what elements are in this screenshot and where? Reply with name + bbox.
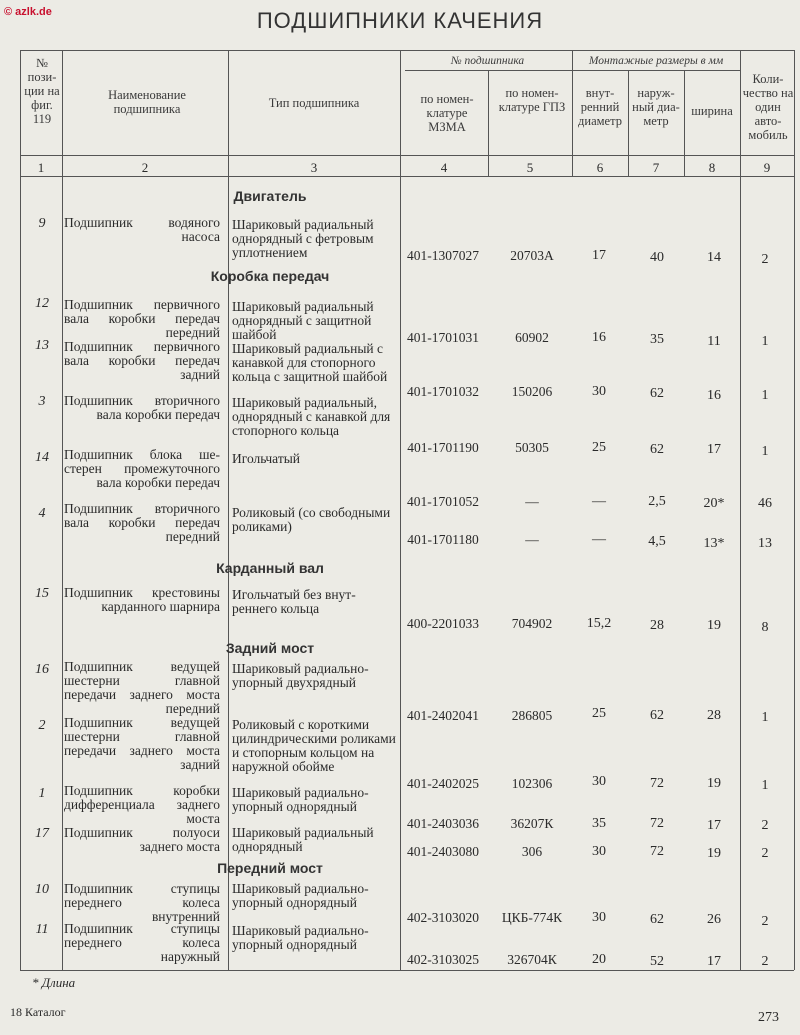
watermark: © azlk.de: [4, 6, 52, 18]
row-mzma: 401-1701031: [407, 330, 479, 345]
header-bottom-border: [20, 155, 794, 156]
row-gpz: 306: [521, 844, 543, 859]
row-name: Подшипник вторичного вала коробки передач: [64, 393, 220, 422]
row-inner-d: 20: [592, 952, 606, 967]
row-name: Подшипник коробки дифференциала заднего моста: [64, 783, 220, 826]
row-gpz: 102306: [511, 776, 553, 791]
row-qty: 1: [761, 444, 769, 459]
row-inner-d: 30: [592, 910, 606, 925]
table-bottom-border: [20, 970, 794, 971]
column-number: 9: [763, 160, 771, 175]
row-type: Шариковый радиальный, однорядный с канавкой для стопорного кольца: [232, 395, 391, 438]
col-line-8: [740, 50, 741, 970]
header-type: Тип подшипника: [268, 96, 360, 110]
row-width: 19: [707, 846, 721, 861]
row-type: Роликовый с короткими цилиндрическими роликами и стопорным кольцом на наружной обойме: [232, 717, 396, 774]
column-number: 1: [37, 160, 45, 175]
row-width: 17: [707, 954, 721, 969]
row-gpz: 20703А: [510, 248, 554, 263]
row-qty: 2: [761, 818, 769, 833]
row-type: Шариковый радиально-упорный однорядный: [232, 785, 369, 814]
row-name: Подшипник ступицы переднего колеса внутренний: [64, 881, 220, 924]
header-name: Наименование подшипника: [108, 88, 186, 116]
col-line-0: [20, 50, 21, 970]
row-position: 14: [35, 450, 49, 465]
row-position: 17: [35, 826, 49, 841]
row-name: Подшипник крестовины карданного шарнира: [64, 585, 220, 614]
row-gpz: 704902: [511, 616, 553, 631]
row-inner-d: 30: [592, 774, 606, 789]
row-type: Шариковый радиальный с канавкой для стопорного кольца с защитной шайбой: [232, 341, 388, 384]
row-position: 12: [35, 296, 49, 311]
column-number: 4: [440, 160, 448, 175]
section-driveshaft: Карданный вал: [216, 560, 324, 576]
header-outer-diameter: наружный диаметр: [632, 86, 680, 128]
row-width: 19: [707, 776, 721, 791]
row-inner-d: 16: [592, 330, 606, 345]
row-width: 17: [707, 442, 721, 457]
row-name: Подшипник ведущей шестерни главной передачи заднего моста задний: [64, 715, 220, 772]
row-position: 10: [35, 882, 49, 897]
row-inner-d: 25: [592, 440, 606, 455]
row-type: Шариковый радиальный однорядный: [232, 825, 374, 854]
row-mzma: 401-2403036: [407, 816, 479, 831]
row-width: 11: [707, 334, 721, 349]
column-number: 7: [652, 160, 660, 175]
row-inner-d: 25: [592, 706, 606, 721]
row-outer-d: 62: [650, 386, 664, 401]
footnote: * Длина: [32, 975, 76, 990]
row-mzma: 401-1307027: [407, 248, 479, 263]
page-title: ПОДШИПНИКИ КАЧЕНИЯ: [256, 8, 544, 33]
section-rear-axle: Задний мост: [225, 640, 315, 656]
row-name: Подшипник блока шестерен промежуточного вала коробки передач: [64, 447, 220, 490]
row-mzma: 401-2403080: [407, 844, 479, 859]
row-qty: 1: [761, 388, 769, 403]
row-qty: 2: [761, 954, 769, 969]
row-position: 13: [35, 338, 49, 353]
page-number: 273: [758, 1010, 779, 1025]
row-qty: 2: [761, 846, 769, 861]
row-qty: 13: [758, 536, 772, 551]
row-type: Игольчатый без внутреннего кольца: [232, 587, 356, 616]
row-name: Подшипник первичного вала коробки передач передний: [64, 297, 220, 340]
row-position: 15: [35, 586, 49, 601]
row-inner-d: 35: [592, 816, 606, 831]
header-gpz: по номенклатуре ГПЗ: [498, 86, 566, 114]
row-position: 16: [35, 662, 49, 677]
row-name: Подшипник ступицы переднего колеса наружный: [64, 921, 220, 964]
row-qty: 8: [761, 620, 769, 635]
row-inner-d: 30: [592, 384, 606, 399]
row-gpz: 60902: [515, 330, 549, 345]
header-bearing-no: № подшипника: [450, 55, 525, 67]
col-line-1: [62, 50, 63, 970]
row-width: 16: [707, 388, 721, 403]
row-inner-d: 30: [592, 844, 606, 859]
row-qty: 1: [761, 334, 769, 349]
row-outer-d: 72: [650, 816, 664, 831]
row-outer-d: 62: [650, 912, 664, 927]
row-mzma: 401-2402025: [407, 776, 479, 791]
row-outer-d: 28: [650, 618, 664, 633]
column-number: 2: [141, 160, 149, 175]
table-top-border: [20, 50, 794, 51]
column-number: 8: [708, 160, 716, 175]
row-type: Роликовый (со свободными роликами): [232, 505, 391, 534]
row-width: 20*: [703, 496, 725, 511]
row-outer-d: 62: [650, 708, 664, 723]
row-outer-d: 52: [650, 954, 664, 969]
column-number: 6: [596, 160, 604, 175]
header-mount-sizes: Монтажные размеры в мм: [588, 55, 724, 67]
row-outer-d: 72: [650, 776, 664, 791]
row-gpz: 286805: [511, 708, 553, 723]
row-outer-d: 72: [650, 844, 664, 859]
section-front-axle: Передний мост: [217, 860, 323, 876]
row-width: 14: [707, 250, 721, 265]
col-line-9: [794, 50, 795, 970]
row-name: Подшипник водяного насоса: [64, 215, 220, 244]
row-name: Подшипник вторичного вала коробки передач передний: [64, 501, 220, 544]
column-number: 3: [310, 160, 318, 175]
row-type: Шариковый радиальный однорядный с защитной шайбой: [232, 299, 374, 342]
row-mzma: 402-3103025: [407, 952, 479, 967]
row-width: 17: [707, 818, 721, 833]
column-number-border: [20, 176, 794, 177]
row-qty: 2: [761, 252, 769, 267]
row-mzma: 401-1701190: [407, 440, 479, 455]
row-gpz: ЦКБ-774К: [501, 910, 563, 925]
footer-catalog-label: 18 Каталог: [10, 1005, 66, 1019]
section-engine: Двигатель: [233, 188, 307, 204]
row-type: Шариковый радиально-упорный двухрядный: [232, 661, 369, 690]
row-name: Подшипник полуоси заднего моста: [64, 825, 220, 854]
row-mzma: 401-1701052: [407, 494, 479, 509]
row-gpz: —: [525, 532, 539, 547]
header-mzma: по номенклатуре МЗМА: [420, 92, 474, 134]
row-outer-d: 35: [650, 332, 664, 347]
row-qty: 46: [758, 496, 772, 511]
col-line-3: [400, 50, 401, 970]
row-mzma: 401-1701032: [407, 384, 479, 399]
header-quantity: Количество на один автомобиль: [742, 72, 794, 142]
row-gpz: 150206: [511, 384, 553, 399]
row-outer-d: 62: [650, 442, 664, 457]
row-outer-d: 2,5: [648, 494, 666, 509]
row-mzma: 401-2402041: [407, 708, 479, 723]
row-type: Игольчатый: [232, 451, 301, 466]
column-number: 5: [526, 160, 534, 175]
row-inner-d: —: [592, 494, 606, 509]
header-position: № позиции на фиг. 119: [24, 56, 60, 126]
row-type: Шариковый радиально-упорный однорядный: [232, 923, 369, 952]
row-position: 1: [38, 786, 46, 801]
row-width: 13*: [703, 536, 725, 551]
row-outer-d: 40: [650, 250, 664, 265]
row-outer-d: 4,5: [648, 534, 666, 549]
row-inner-d: 15,2: [586, 616, 612, 631]
row-name: Подшипник первичного вала коробки передач задний: [64, 339, 220, 382]
row-mzma: 402-3103020: [407, 910, 479, 925]
row-position: 2: [38, 718, 46, 733]
row-mzma: 401-1701180: [407, 532, 479, 547]
header-inner-diameter: внутренний диаметр: [578, 86, 622, 128]
row-position: 4: [38, 506, 46, 521]
col-line-5: [572, 50, 573, 176]
header-width: ширина: [691, 104, 733, 118]
row-gpz: —: [525, 494, 539, 509]
row-width: 26: [707, 912, 721, 927]
row-type: Шариковый радиально-упорный однорядный: [232, 881, 369, 910]
row-qty: 1: [761, 710, 769, 725]
row-inner-d: —: [592, 532, 606, 547]
row-type: Шариковый радиальный однорядный с фетровым уплотнением: [232, 217, 374, 260]
row-gpz: 50305: [515, 440, 549, 455]
row-position: 11: [35, 922, 49, 937]
row-name: Подшипник ведущей шестерни главной передачи заднего моста передний: [64, 659, 220, 716]
row-qty: 1: [761, 778, 769, 793]
row-width: 28: [707, 708, 721, 723]
row-gpz: 36207К: [510, 816, 554, 831]
row-mzma: 400-2201033: [407, 616, 479, 631]
section-gearbox: Коробка передач: [210, 268, 330, 284]
row-qty: 2: [761, 914, 769, 929]
row-position: 3: [38, 394, 46, 409]
row-width: 19: [707, 618, 721, 633]
row-position: 9: [38, 216, 46, 231]
row-inner-d: 17: [592, 248, 606, 263]
row-gpz: 326704К: [507, 952, 557, 967]
